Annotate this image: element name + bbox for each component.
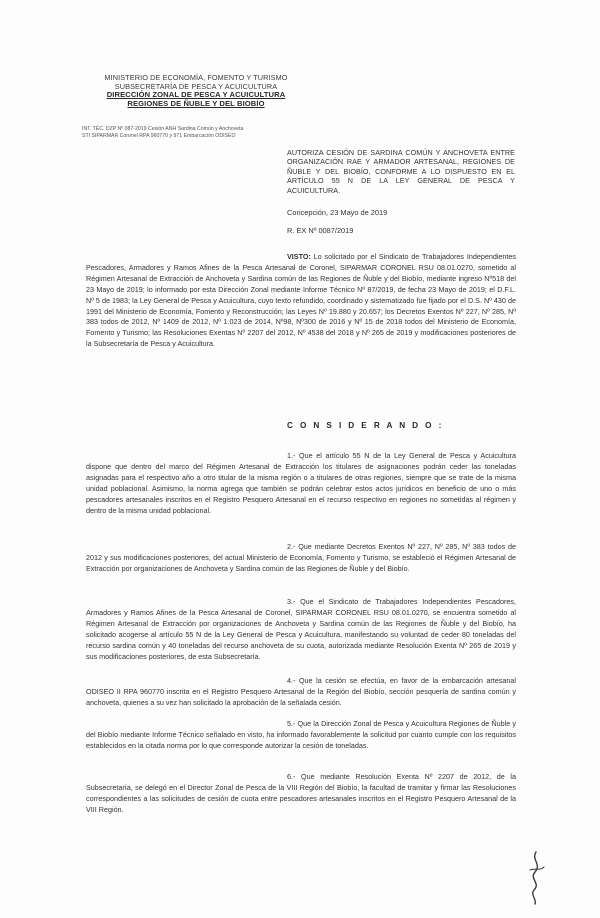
ministry-name: MINISTERIO DE ECONOMÍA, FOMENTO Y TURISMO — [104, 73, 288, 82]
reference-line-1: INT. TÉC. DZP Nº 087-2019 Cesión ANH Sardina Común y Anchoveta — [82, 126, 244, 132]
considerando-paragraph-2: 2.- Que mediante Decretos Exentos Nº 227, Nº 285, Nº 383 todos de 2012 y sus modificaciones posteriores, del actual Ministerio de Economía, Fomento y Turismo, se estableció el Régimen Artesanal de Extracción por organizaciones de Anchoveta y Sardina común de las Regiones de Ñuble y del Biobío. — [86, 542, 516, 573]
considerando-paragraph-6: 6.- Que mediante Resolución Exenta Nº 2207 de 2012, de la Subsecretaría, se delegó en el Director Zonal de Pesca de la VIII Región del Biobío, la facultad de tramitar y firmar las Resoluciones correspondientes a las solicitudes de cesión de cuota entre pescadores artesanales inscritos en el Registro Pesquero Artesanal de la VIII Región. — [86, 772, 516, 814]
regions-name: REGIONES DE ÑUBLE Y DEL BIOBÍO — [127, 98, 265, 108]
resolution-subject: AUTORIZA CESIÓN DE SARDINA COMÚN Y ANCHOVETA ENTRE ORGANIZACIÓN RAE Y ARMADOR ARTESANAL, REGIONES DE ÑUBLE Y DEL BIOBÍO, CONFORME A LO DISPUESTO EN EL ARTÍCULO 55 N DE LA LEY GENERAL DE PESCA Y ACUICULTURA. — [287, 148, 515, 195]
visto-paragraph — [86, 252, 516, 350]
visto-label: VISTO: — [287, 252, 311, 261]
considerando-paragraph-1: 1.- Que el artículo 55 N de la Ley General de Pesca y Acuicultura dispone que dentro del marco del Régimen Artesanal de Extracción los titulares de asignaciones podrán ceder las toneladas asignadas para el respectivo año a otro titular de la misma región o a titulares de otras regiones, siempre que se trate de la misma unidad poblacional. Asimismo, la norma agrega que también se podrán celebrar estos actos jurídicos en beneficio de uno o más pescadores artesanales inscritos en el Registro Pesquero Artesanal en el recurso respectivo en regiones no sometidas al régimen y dentro de la misma unidad poblacional. — [86, 451, 516, 515]
considerando-paragraph-4: 4.- Que la cesión se efectúa, en favor de la embarcación artesanal ODISEO II RPA 960770 inscrita en el Registro Pesquero Artesanal de la Región del Biobío, sección pesquería de sardina común y anchoveta, quienes a su vez han solicitado la aprobación de la señalada cesión. — [86, 676, 516, 707]
resolution-number: R. EX Nº 0087/2019 — [287, 226, 354, 235]
ministry-header — [86, 74, 306, 108]
considerando-heading: C O N S I D E R A N D O : — [287, 421, 444, 430]
reference-block — [82, 126, 322, 139]
reference-line-2: STI SIPARMAR Coronel RPA 960770 y 971 Embarcación ODISEO — [82, 132, 236, 139]
considerando-paragraph-3: 3.- Que el Sindicato de Trabajadores Independientes Pescadores, Armadores y Ramos Afines de la Pesca Artesanal de Coronel, SIPARMAR CORONEL RSU 08.01.0270, se encuentra sometido al Régimen Artesanal de Extracción por organizaciones de Anchoveta y Sardina común de las Regiones de Ñuble y del Biobío, ha solicitado acogerse al artículo 55 N de la Ley General de Pesca y Acuicultura, manifestando su voluntad de ceder 80 toneladas del recurso sardina común y 40 toneladas del recurso anchoveta de su cuota, autorizada mediante Resolución Exenta Nº 265 de 2019 y sus modificaciones posteriores, de esta Subsecretaría. — [86, 597, 516, 661]
zonal-direction-name: DIRECCIÓN ZONAL DE PESCA Y ACUICULTURA — [106, 90, 286, 100]
visto-text: Lo solicitado por el Sindicato de Trabajadores Independientes Pescadores, Armadores y Ramos Afines de la Pesca Artesanal de Coronel, SIPARMAR CORONEL RSU 08.01.0270, sometido al Régimen Artesanal de Extracción de Anchoveta y Sardina común de las Regiones de Ñuble y del Biobío, mediante ingreso Nº518 del 23 Mayo de 2019; lo informado por esta Dirección Zonal mediante Informe Técnico Nº 87/2019, de fecha 23 Mayo de 2019; el D.F.L. Nº 5 de 1983; la Ley General de Pesca y Acuicultura, cuyo texto refundido, coordinado y sistematizado fue fijado por el D.S. Nº 430 de 1991 del Ministerio de Economía, Fomento y Reconstrucción; las Leyes Nº 19.880 y 20.657; los Decretos Exentos Nº 227, Nº 285, Nº 383 todos de 2012, Nº 1409 de 2012, Nº 1.023 de 2014, Nº98, Nº300 de 2016 y Nº 15 de 2018 todos del Ministerio de Economía, Fomento y Turismo; las Resoluciones Exentas Nº 2207 del 2012, Nº 4538 del 2018 y Nº 265 de 2019 y modificaciones posteriores de la Subsecretaría de Pesca y Acuicultura. — [86, 252, 516, 349]
resolution-date: Concepción, 23 Mayo de 2019 — [287, 208, 388, 217]
considerando-paragraph-5: 5.- Que la Dirección Zonal de Pesca y Acuicultura Regiones de Ñuble y del Biobío mediante Informe Técnico señalado en visto, ha informado favorablemente la solicitud por cuanto cumple con los requisitos establecidos en la citada norma por lo que corresponde autorizar la cesión de toneladas. — [86, 719, 516, 750]
subsecretariat-name: SUBSECRETARÍA DE PESCA Y ACUICULTURA — [114, 81, 278, 91]
handwritten-signature — [522, 850, 552, 906]
